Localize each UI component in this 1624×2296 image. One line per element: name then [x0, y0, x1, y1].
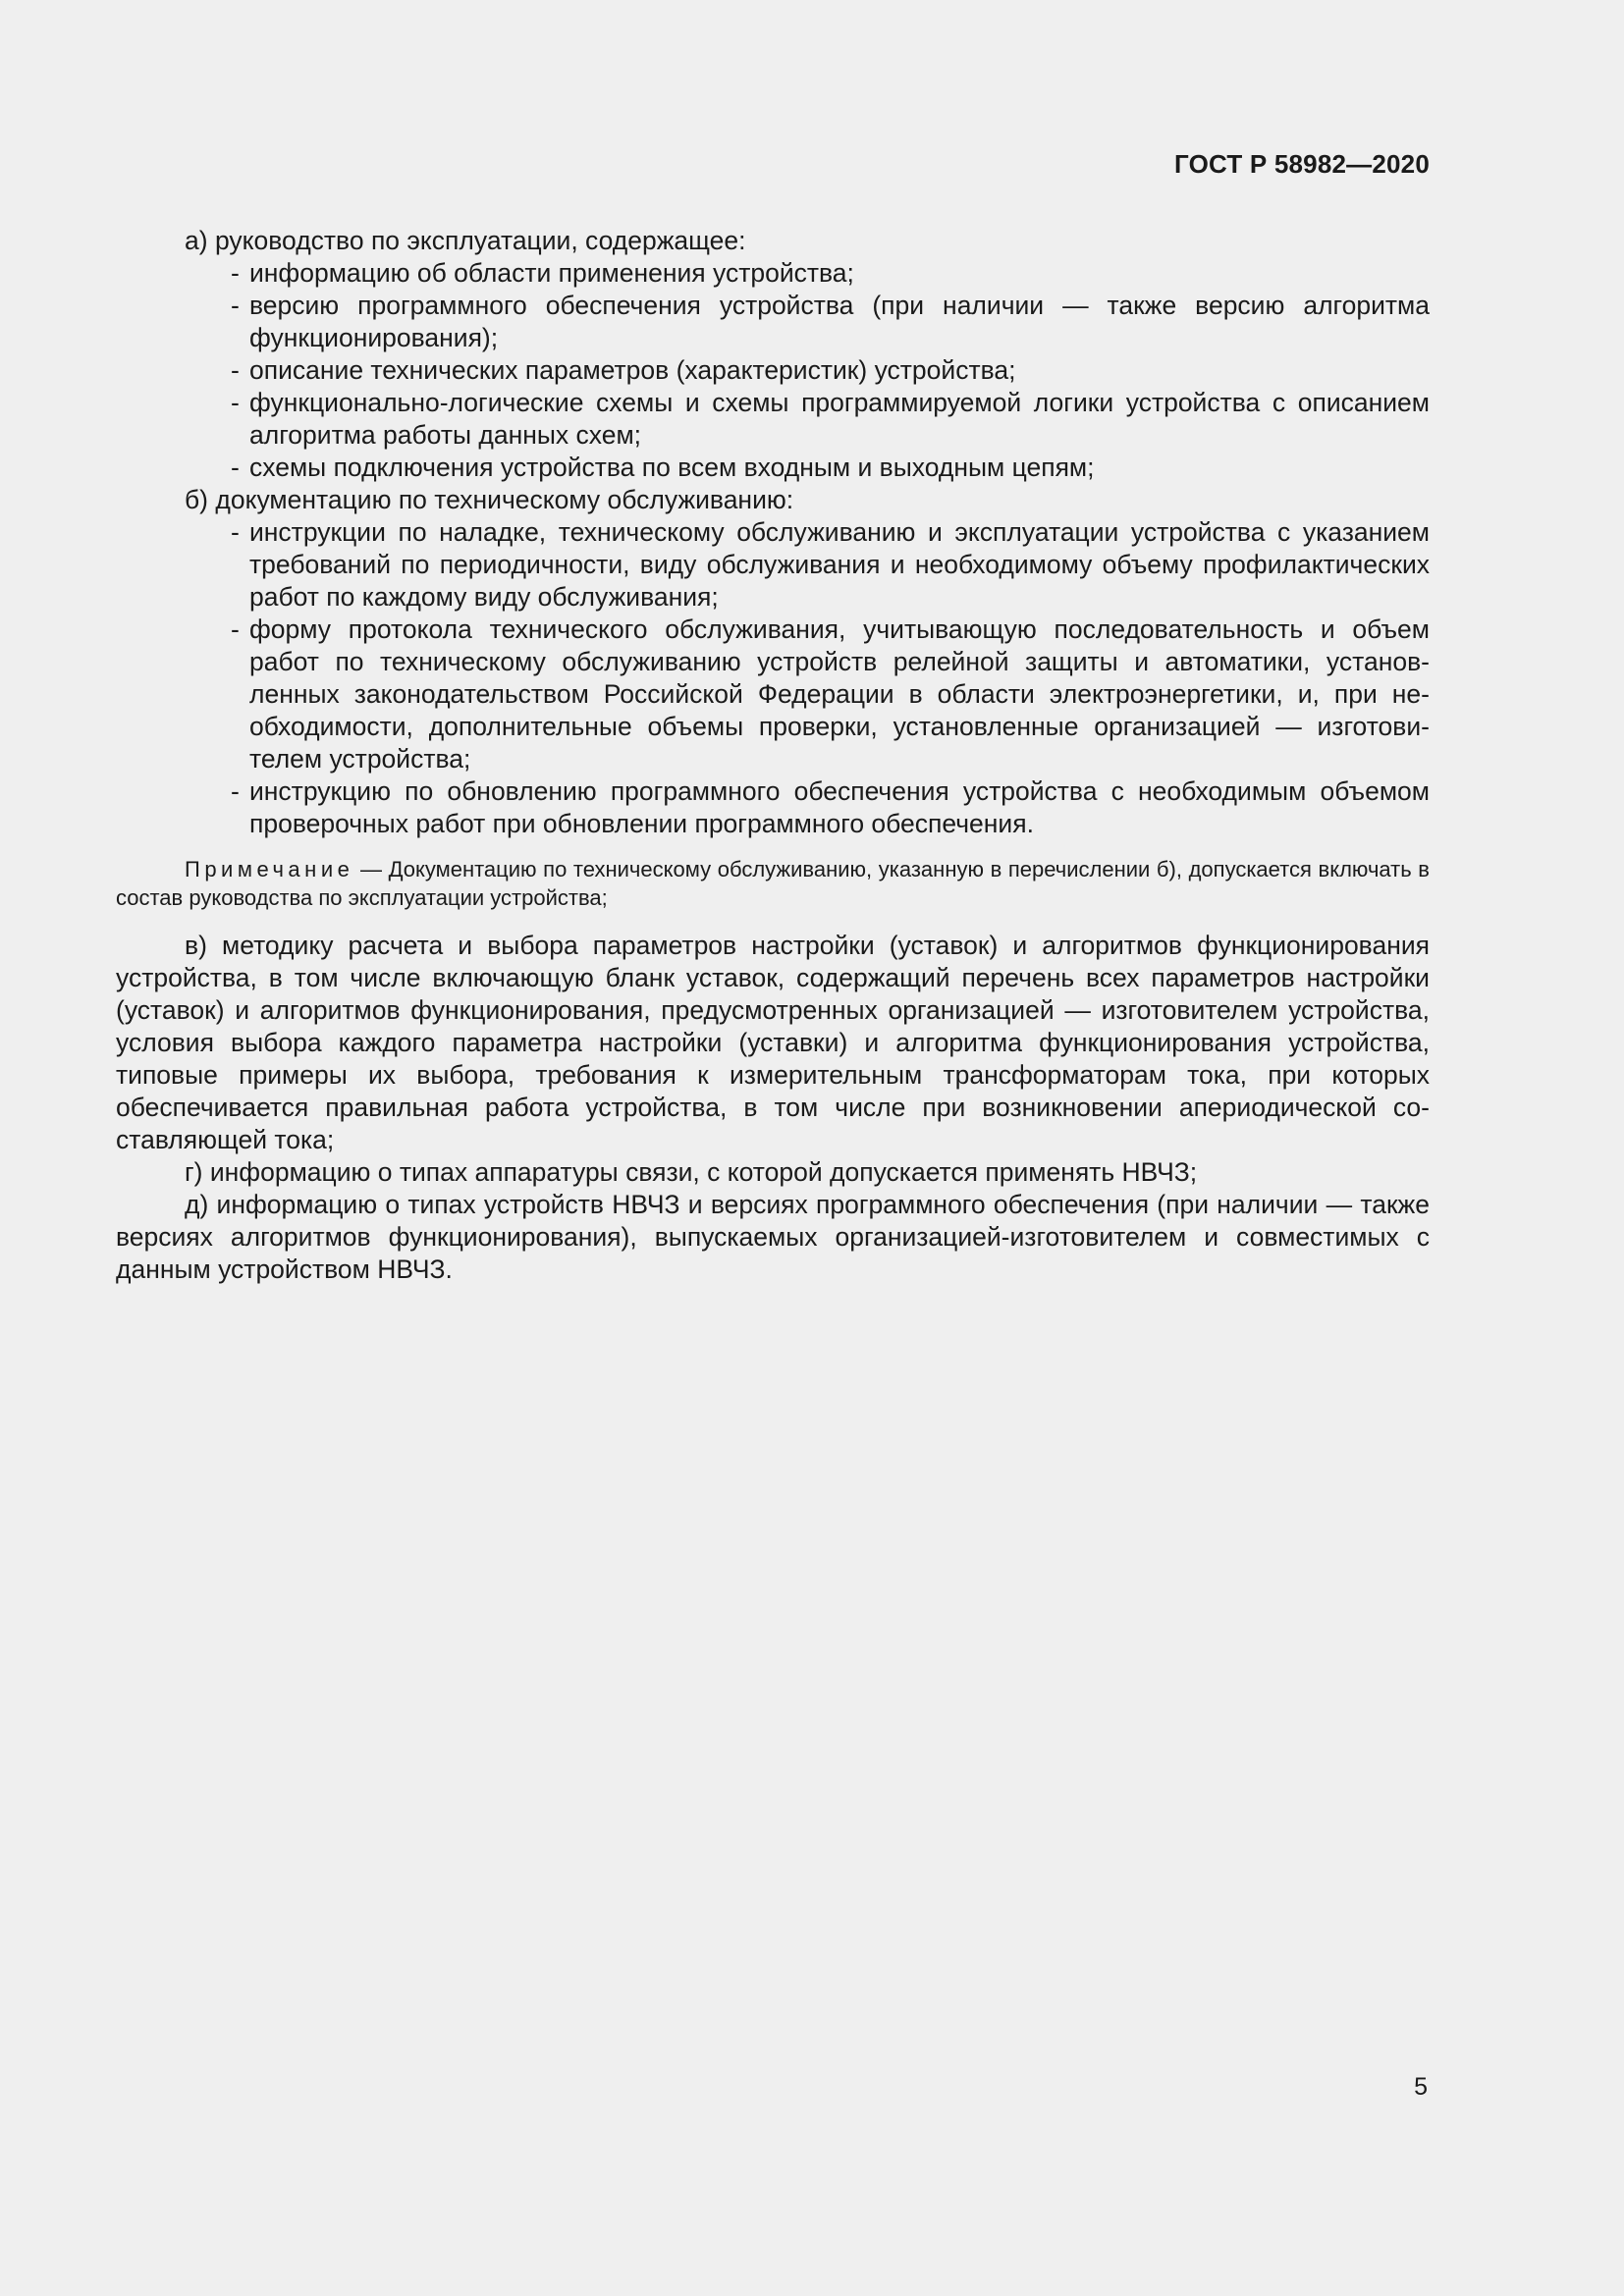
bullet-item: - форму протокола технического обслуживания, учитывающую последовательность и объем работ по техническому обслуживанию устройств релейной защиты и автоматики, установленных законодательством Российской Федерации в области электроэнергетики, и, при необходимости, дополнительные объемы проверки, установленные организацией — изготовителем устройства;: [231, 614, 1430, 774]
note-label: Примечание: [185, 857, 354, 881]
bullet-item: - информацию об области применения устройства;: [231, 258, 854, 288]
list-item-a-label: а): [185, 226, 208, 255]
list-item-a-bullets: [116, 257, 1430, 484]
bullet-item: - функционально-логические схемы и схемы программируемой логики устройства с описанием алгоритма работы данных схем;: [231, 388, 1430, 450]
document-body: [116, 225, 1430, 1286]
document-header: ГОСТ Р 58982—2020: [1174, 149, 1430, 179]
list-item-b-bullets: [116, 516, 1430, 840]
paragraph-v: в) методику расчета и выбора параметров настройки (уставок) и алгоритмов функционирования устройства, в том числе включающую бланк уставок, содержащий перечень всех параметров настройки (уставок) и алгоритмов функционирования, предусмотренных организацией — изготовителем устройства, условия выбора каждого параметра настройки (уставки) и алгоритма функционирования устройства, типовые примеры их выбора, требования к измерительным трансформаторам тока, при которых обеспечивается правильная работа устройства, в том числе при возникновении апериодической составляющей тока;: [116, 931, 1430, 1154]
list-item-b: [116, 484, 1430, 516]
bullet-item: - схемы подключения устройства по всем входным и выходным цепям;: [231, 453, 1095, 482]
paragraph-d: д) информацию о типах устройств НВЧЗ и версиях программного обеспечения (при наличии — также версиях алгоритмов функционирования), выпускаемых организацией-изготовителем и совместимых с данным устройством НВЧЗ.: [116, 1190, 1430, 1284]
paragraph-g: г) информацию о типах аппаратуры связи, с которой допускается применять НВЧЗ;: [185, 1157, 1198, 1187]
page-number: 5: [1414, 2073, 1428, 2101]
list-item-b-text: документацию по техническому обслуживанию:: [215, 485, 794, 514]
bullet-item: - инструкцию по обновлению программного обеспечения устройства с необходимым объемом проверочных работ при обновлении программного обеспечения.: [231, 776, 1430, 838]
note: [116, 855, 1430, 912]
bullet-item: - описание технических параметров (характеристик) устройства;: [231, 355, 1016, 385]
list-item-b-label: б): [185, 485, 209, 514]
list-item-a-text: руководство по эксплуатации, содержащее:: [214, 226, 746, 255]
bullet-item: - инструкции по наладке, техническому обслуживанию и эксплуатации устройства с указанием требований по периодичности, виду обслуживания и необходимому объему профилактических работ по каждому виду обслуживания;: [231, 517, 1430, 612]
bullet-item: - версию программного обеспечения устройства (при наличии — также версию алгоритма функционирования);: [231, 291, 1430, 352]
list-item-a: [116, 225, 1430, 257]
note-text: — Документацию по техническому обслуживанию, указанную в перечислении б), допускается включать в состав руководства по эксплуатации устройства;: [116, 857, 1430, 910]
